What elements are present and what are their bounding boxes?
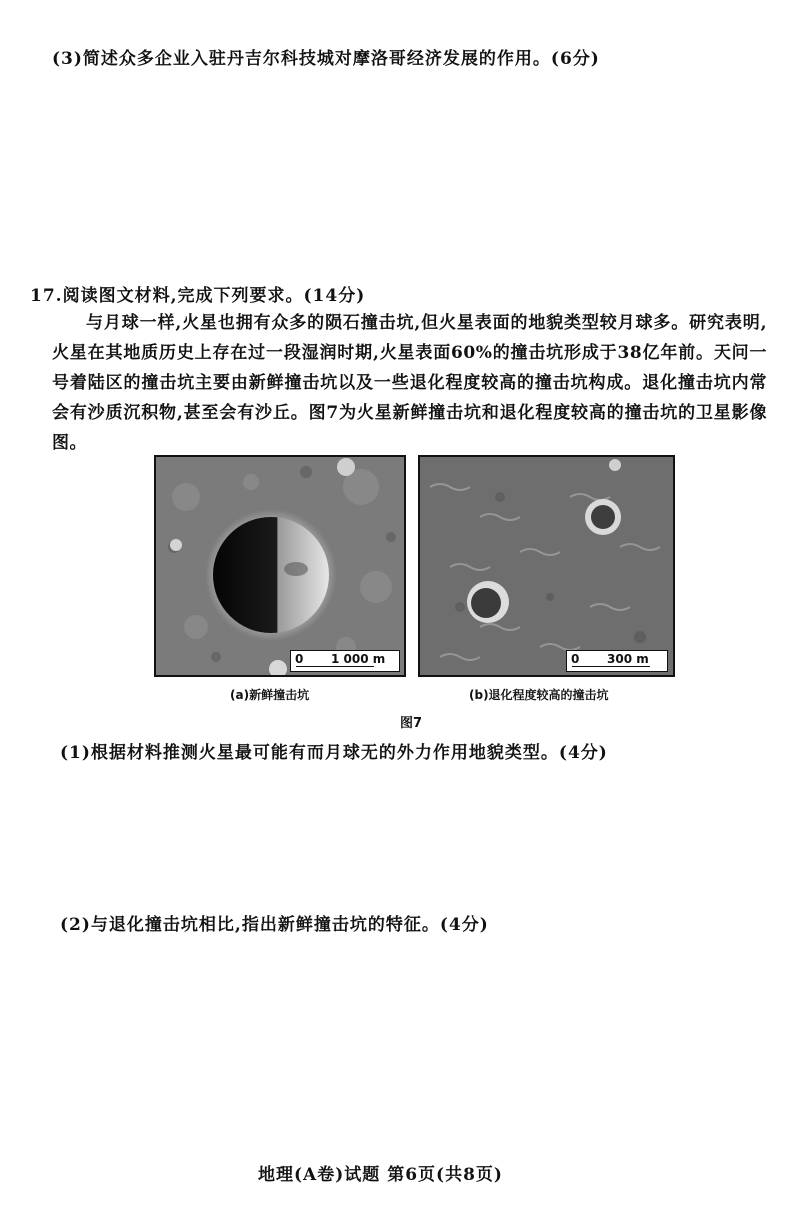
scale-b-label: 300 m [607, 652, 649, 666]
figure-b-caption: (b)退化程度较高的撞击坑 [469, 688, 609, 702]
scale-bar-a [290, 650, 400, 672]
scale-bar-b [566, 650, 668, 672]
page-footer: 地理(A卷)试题 第6页(共8页) [258, 1165, 503, 1185]
question-17-heading: 17.阅读图文材料,完成下列要求。(14分) [30, 286, 366, 306]
fresh-crater-satellite-image [156, 457, 404, 675]
scale-b-line [572, 666, 650, 667]
scale-a-label: 1 000 m [331, 652, 386, 666]
question-17-material [52, 308, 767, 458]
scale-a-zero: 0 [295, 652, 304, 666]
figure-a-caption: (a)新鲜撞击坑 [230, 688, 310, 702]
scale-b-zero: 0 [571, 652, 580, 666]
figure-title: 图7 [400, 716, 423, 731]
question-16-part-3: (3)简述众多企业入驻丹吉尔科技城对摩洛哥经济发展的作用。(6分) [52, 49, 600, 69]
material-paragraph: 与月球一样,火星也拥有众多的陨石撞击坑,但火星表面的地貌类型较月球多。研究表明,火星在其地质历史上存在过一段湿润时期,火星表面60%的撞击坑形成于38亿年前。天问一号着陆区的撞击坑主要由新鲜撞击坑以及一些退化程度较高的撞击坑构成。退化撞击坑内常会有沙质沉积物,甚至会有沙丘。图7为火星新鲜撞击坑和退化程度较高的撞击坑的卫星影像图。 [52, 313, 767, 453]
scale-a-line [296, 666, 374, 667]
degraded-crater-satellite-image [420, 457, 673, 675]
figure-b-degraded-crater-image [418, 455, 675, 677]
question-17-part-1: (1)根据材料推测火星最可能有而月球无的外力作用地貌类型。(4分) [60, 743, 608, 763]
figure-a-fresh-crater-image [154, 455, 406, 677]
question-17-part-2: (2)与退化撞击坑相比,指出新鲜撞击坑的特征。(4分) [60, 915, 489, 935]
